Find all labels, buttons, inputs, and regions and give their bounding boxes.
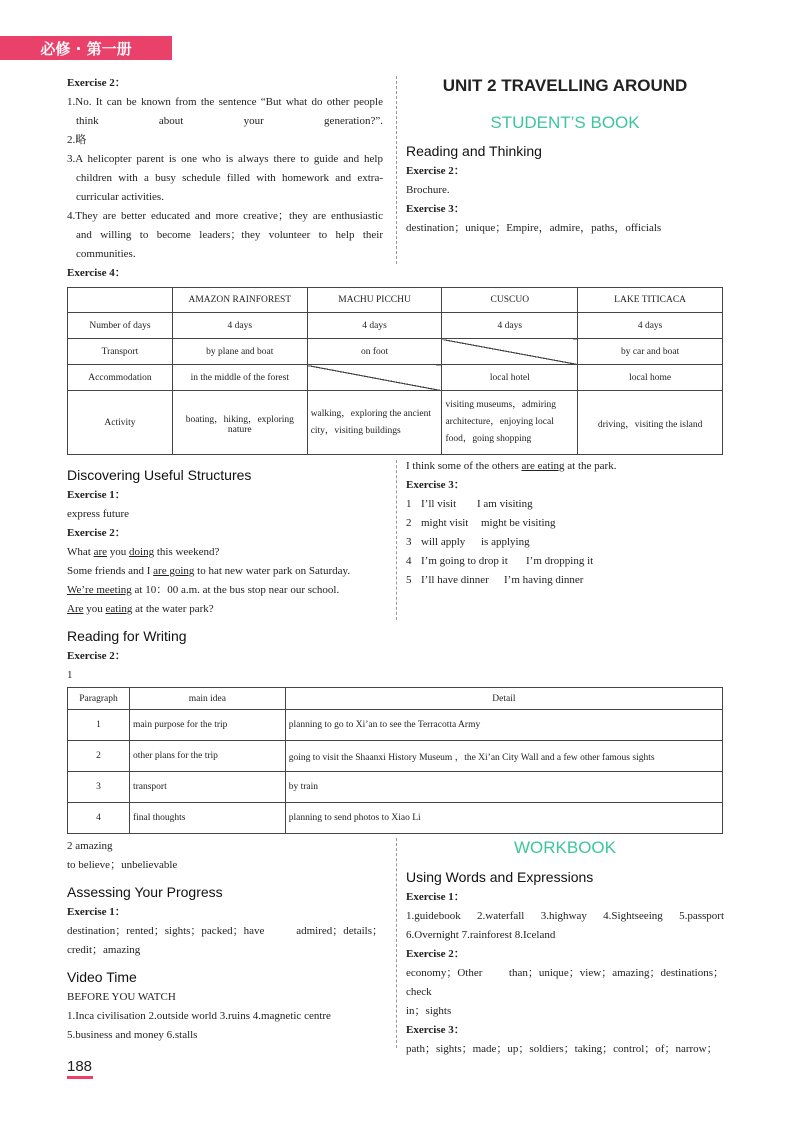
exercise-2-label: Exercise 2： bbox=[67, 527, 126, 539]
right-top-block bbox=[406, 74, 724, 238]
table-cell: local hotel bbox=[442, 365, 578, 391]
underlined: doing bbox=[129, 546, 155, 558]
table-cell: by train bbox=[285, 772, 722, 803]
table-cell: planning to send photos to Xiao Li bbox=[285, 803, 722, 834]
header-tab: 必修 · 第一册 bbox=[0, 36, 172, 60]
text-line: 1.Inca civilisation 2.outside world 3.ruins 4.magnetic centre bbox=[67, 1010, 331, 1022]
sentence bbox=[67, 562, 387, 581]
table-cell: 4 days bbox=[172, 313, 307, 339]
table-cell: 4 days bbox=[578, 313, 723, 339]
sentence bbox=[406, 457, 724, 476]
section-title: Using Words and Expressions bbox=[406, 869, 594, 885]
table-cell: 4 days bbox=[442, 313, 578, 339]
table-cell: main purpose for the trip bbox=[129, 710, 285, 741]
table-cell: in the middle of the forest bbox=[172, 365, 307, 391]
exercise-1-label: Exercise 1： bbox=[406, 891, 465, 903]
answer-b: might be visiting bbox=[481, 517, 556, 529]
num: 5 bbox=[406, 574, 412, 586]
text-line: BEFORE YOU WATCH bbox=[67, 991, 176, 1003]
table-cell: by car and boat bbox=[578, 339, 723, 365]
exercise-2-label: Exercise 2： bbox=[67, 77, 126, 89]
text-line: 1.guidebook 2.waterfall 3.highway 4.Sightseeing 5.passport bbox=[406, 910, 724, 922]
table-header-cell: Paragraph bbox=[68, 688, 130, 710]
text-line: destination；rented；sights；packed；have admired；details； bbox=[67, 925, 383, 937]
table-header-cell: Detail bbox=[285, 688, 722, 710]
table-cell: Transport bbox=[68, 339, 173, 365]
text-line: think about your generation?”. bbox=[76, 115, 383, 127]
workbook-title: WORKBOOK bbox=[513, 838, 616, 857]
table-cell: by plane and boat bbox=[172, 339, 307, 365]
section-title: Video Time bbox=[67, 969, 137, 985]
table-cell: going to visit the Shaanxi History Museum ，the Xi’an City Wall and a few other famous sights bbox=[285, 741, 722, 772]
section-title: Discovering Useful Structures bbox=[67, 467, 252, 483]
text: What bbox=[67, 546, 94, 558]
table-cell: 1 bbox=[68, 710, 130, 741]
answer-b: I’m having dinner bbox=[504, 574, 584, 586]
table-cell: driving，visiting the island bbox=[578, 391, 723, 455]
table-cell: Accommodation bbox=[68, 365, 173, 391]
table-cell: local home bbox=[578, 365, 723, 391]
table-cell: 3 bbox=[68, 772, 130, 803]
text: you bbox=[107, 546, 130, 558]
answer-row bbox=[406, 571, 724, 590]
exercise-1-label: Exercise 1： bbox=[67, 906, 126, 918]
sentence bbox=[67, 581, 387, 600]
left-bottom-block bbox=[67, 837, 383, 1045]
table-header-cell: AMAZON RAINFOREST bbox=[172, 288, 307, 313]
table-cell: on foot bbox=[307, 339, 442, 365]
exercise-2-label: Exercise 2： bbox=[67, 650, 126, 662]
travel-table-wrap bbox=[67, 287, 723, 455]
answer-row bbox=[406, 514, 724, 533]
table-header-cell bbox=[68, 288, 173, 313]
dus-block bbox=[67, 464, 387, 619]
text-line: credit；amazing bbox=[67, 944, 141, 956]
cell-line: city，visiting buildings bbox=[310, 425, 401, 436]
answer-b: is applying bbox=[481, 536, 530, 548]
dus-right-block bbox=[406, 457, 724, 590]
workbook-block bbox=[406, 836, 724, 1059]
table-cell: 4 days bbox=[307, 313, 442, 339]
rfw-block bbox=[67, 625, 723, 685]
underlined: We’re meeting bbox=[67, 584, 132, 596]
underlined: are eating bbox=[521, 460, 565, 472]
text: this weekend? bbox=[154, 546, 220, 558]
text-line: and willing to become leaders；they volunteer to help their bbox=[76, 229, 383, 241]
cell-line: visiting museums，admiring bbox=[445, 400, 557, 410]
table-cell: 2 bbox=[68, 741, 130, 772]
answer-row bbox=[406, 533, 724, 552]
text-line: 1.No. It can be known from the sentence “But what do other people bbox=[67, 96, 383, 108]
table-cell bbox=[442, 391, 578, 455]
travel-table bbox=[67, 287, 723, 455]
answer-a: I’ll have dinner bbox=[421, 574, 489, 586]
text-line: 2 amazing bbox=[67, 840, 113, 852]
table-cell: Activity bbox=[68, 391, 173, 455]
answer-a: might visit bbox=[421, 517, 469, 529]
answer-b: I am visiting bbox=[477, 498, 533, 510]
cell-line: walking，exploring the ancient bbox=[310, 408, 431, 419]
text-line: 5.business and money 6.stalls bbox=[67, 1029, 198, 1041]
answer-row bbox=[406, 552, 724, 571]
answer-row bbox=[406, 495, 724, 514]
table-cell-slashed bbox=[442, 339, 578, 365]
answer-b: I’m dropping it bbox=[526, 555, 594, 567]
section-title: Assessing Your Progress bbox=[67, 884, 223, 900]
table-header-cell: CUSCUO bbox=[442, 288, 578, 313]
underlined: eating bbox=[105, 603, 133, 615]
num: 4 bbox=[406, 555, 412, 567]
answer-a: I’m going to drop it bbox=[421, 555, 508, 567]
text-line: destination；unique；Empire，admire，paths，officials bbox=[406, 222, 662, 234]
underlined: Are bbox=[67, 603, 84, 615]
text: I think some of the others bbox=[406, 460, 522, 472]
table-cell: 4 bbox=[68, 803, 130, 834]
num: 2 bbox=[406, 517, 412, 529]
text-line: 1 bbox=[67, 669, 73, 681]
table-cell: planning to go to Xi’an to see the Terracotta Army bbox=[285, 710, 722, 741]
exercise-1-label: Exercise 1： bbox=[67, 489, 126, 501]
exercise-4-label: Exercise 4： bbox=[67, 267, 126, 279]
exercise-3-label: Exercise 3： bbox=[406, 203, 465, 215]
exercise-3-label: Exercise 3： bbox=[406, 1024, 465, 1036]
table-header-cell: LAKE TITICACA bbox=[578, 288, 723, 313]
section-title: Reading for Writing bbox=[67, 628, 187, 644]
table-cell-slashed bbox=[307, 365, 442, 391]
text-line: 6.Overnight 7.rainforest 8.Iceland bbox=[406, 929, 556, 941]
text: at the water park? bbox=[132, 603, 214, 615]
paragraph-table-wrap bbox=[67, 687, 723, 834]
exercise-2-label: Exercise 2： bbox=[406, 948, 465, 960]
text: at 10：00 a.m. at the bus stop near our school. bbox=[131, 584, 340, 596]
num: 3 bbox=[406, 536, 412, 548]
text-line: economy；Other than；unique；view；amazing；destinations；check bbox=[406, 967, 724, 998]
text: you bbox=[83, 603, 106, 615]
column-divider bbox=[396, 838, 397, 1048]
cell-line: food，going shopping bbox=[445, 434, 532, 444]
num: 1 bbox=[406, 498, 412, 510]
text-line: in；sights bbox=[406, 1005, 452, 1017]
cell-line: architecture，enjoying local bbox=[445, 417, 554, 427]
text-line: curricular activities. bbox=[76, 191, 164, 203]
table-cell: Number of days bbox=[68, 313, 173, 339]
text: to hat new water park on Saturday. bbox=[194, 565, 351, 577]
underlined: are bbox=[93, 546, 108, 558]
sentence bbox=[67, 543, 387, 562]
text-line: children with a busy schedule filled with homework and extra- bbox=[76, 172, 383, 184]
students-book-title: STUDENT’S BOOK bbox=[490, 113, 640, 132]
answer-a: I’ll visit bbox=[421, 498, 457, 510]
table-cell: transport bbox=[129, 772, 285, 803]
text-line: to believe；unbelievable bbox=[67, 859, 178, 871]
text-line: Brochure. bbox=[406, 184, 450, 196]
text-line: 3.A helicopter parent is one who is always there to guide and help bbox=[67, 153, 383, 165]
table-header-cell: MACHU PICCHU bbox=[307, 288, 442, 313]
table-cell: final thoughts bbox=[129, 803, 285, 834]
text: Some friends and I bbox=[67, 565, 154, 577]
table-cell: boating，hiking，exploring nature bbox=[172, 391, 307, 455]
paragraph-table bbox=[67, 687, 723, 834]
text-line: 2.略 bbox=[67, 134, 87, 146]
page-number: 188 bbox=[67, 1058, 93, 1075]
table-header-cell: main idea bbox=[129, 688, 285, 710]
text-line: communities. bbox=[76, 248, 136, 260]
text-line: express future bbox=[67, 508, 130, 520]
underlined: are going bbox=[153, 565, 195, 577]
column-divider bbox=[396, 76, 397, 264]
exercise-3-label: Exercise 3： bbox=[406, 479, 465, 491]
column-divider bbox=[396, 460, 397, 620]
left-top-block bbox=[67, 74, 383, 283]
section-title: Reading and Thinking bbox=[406, 143, 542, 159]
table-cell: other plans for the trip bbox=[129, 741, 285, 772]
answer-a: will apply bbox=[421, 536, 466, 548]
exercise-2-label: Exercise 2： bbox=[406, 165, 465, 177]
sentence bbox=[67, 600, 387, 619]
unit-title: UNIT 2 TRAVELLING AROUND bbox=[442, 76, 688, 95]
table-cell bbox=[307, 391, 442, 455]
page-number-underline bbox=[67, 1076, 93, 1079]
text-line: 4.They are better educated and more creative；they are enthusiastic bbox=[67, 210, 383, 222]
text-line: path；sights；made；up；soldiers；taking；control；of；narrow； bbox=[406, 1043, 718, 1055]
text: at the park. bbox=[564, 460, 617, 472]
